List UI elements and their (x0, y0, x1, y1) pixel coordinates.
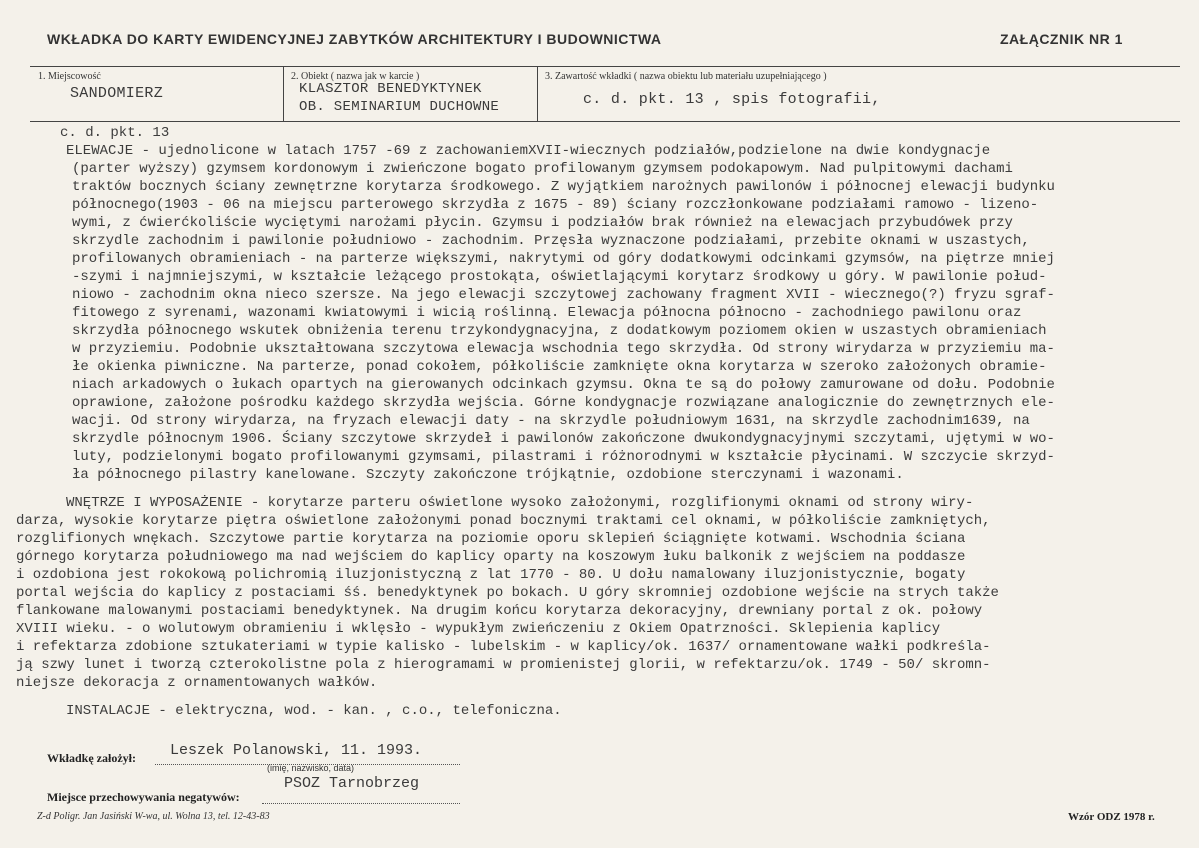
contents-label: 3. Zawartość wkładki ( nazwa obiektu lub materiału uzupełniającego ) (545, 71, 827, 82)
object-label: 2. Obiekt ( nazwa jak w karcie ) (291, 71, 420, 82)
body-line: skrzydle północnym 1906. Ściany szczytowe skrzydeł i pawilonów zakończone dwukondygnacyjnymi szczytami, ujętymi w wo- (72, 431, 1055, 447)
body-line: łe okienka piwniczne. Na parterze, ponad cokołem, półkoliście zamknięte okna korytarza w szeroko założonych obramie- (72, 359, 1047, 375)
body-line: skrzydła północnego wskutek obniżenia terenu trzykondygnacyjna, z dodatkowym poziomem okien w uszastych obramieniach (72, 323, 1047, 339)
contents-field (537, 67, 1180, 121)
printer-imprint: Z-d Poligr. Jan Jasiński W-wa, ul. Wolna 13, tel. 12-43-83 (37, 811, 270, 822)
body-line: (parter wyższy) gzymsem kordonowym i zwieńczone bogato profilowanym gzymsem podokapowym. Nad pulpitowymi dachami (72, 161, 1013, 177)
body-line: portal wejścia do kaplicy z postaciami śś. benedyktynek po bokach. U góry skromniej ozdobione wejście na strych także (16, 585, 999, 601)
body-line: oprawione, założone pośrodku każdego skrzydła wejścia. Górne kondygnacje rozwiązane analogicznie do zewnętrznych ele- (72, 395, 1055, 411)
body-line: górnego korytarza południowego ma nad wejściem do kaplicy oparty na koszowym łuku balkonik z wejściem na poddasze (16, 549, 966, 565)
body-line: WNĘTRZE I WYPOSAŻENIE - korytarze parteru oświetlone wysoko założonymi, rozglifionymi oknami od strony wiry- (66, 495, 974, 511)
storage-value: PSOZ Tarnobrzeg (284, 775, 420, 792)
body-line: ła północnego pilastry kanelowane. Szczyty zakończone trójkątnie, ozdobione sterczynami i wazonami. (72, 467, 904, 483)
form-title: WKŁADKA DO KARTY EWIDENCYJNEJ ZABYTKÓW ARCHITEKTURY I BUDOWNICTWA (47, 31, 662, 47)
form-model: Wzór ODZ 1978 r. (1068, 811, 1155, 823)
body-line: ELEWACJE - ujednolicone w latach 1757 -69 z zachowaniemXVII-wiecznych podziałów,podzielone na dwie kondygnacje (66, 143, 991, 159)
locality-field (30, 67, 284, 121)
body-line: niach arkadowych o łukach opartych na gierowanych odcinkach gzymsu. Okna te są do połowy zamurowane od dołu. Podobnie (72, 377, 1055, 393)
body-line: wacji. Od strony wirydarza, na fryzach elewacji daty - na skrzydle południowym 1631, na skrzydle zachodnim1639, na (72, 413, 1030, 429)
contents-value: c. d. pkt. 13 , spis fotografii, (583, 91, 881, 108)
locality-label: 1. Miejscowość (38, 71, 101, 82)
body-line: rozglifionych wnękach. Szczytowe partie korytarza na poziomie oporu sklepień ściągnięte kotwami. Wschodnia ściana (16, 531, 966, 547)
typed-body-text (16, 124, 1190, 720)
body-line: ją szwy lunet i tworzą czterokolistne pola z hierogramami w promienistej glorii, w refektarzu/ok. 1749 - 50/ skromn- (16, 657, 991, 673)
paragraph-gap (66, 484, 1190, 494)
body-line: luty, podzielonymi bogato profilowanymi gzymsami, pilastrami i różnorodnymi w kształcie płycinami. W szczycie skrzyd- (72, 449, 1055, 465)
body-line: XVIII wieku. - o wolutowym obramieniu i wklęsło - wypukłym zwieńczeniu z Okiem Opatrzności. Sklepienia kaplicy (16, 621, 941, 637)
body-line: północnego(1903 - 06 na miejscu parterowego skrzydła z 1675 - 89) ściany rozczłonkowane podziałami ramowo - lizeno- (72, 197, 1039, 213)
body-line: niowo - zachodnim okna nieco szersze. Na jego elewacji szczytowej zachowany fragment XVII - wiecznego(?) fryzu sgraf- (72, 287, 1055, 303)
body-line: -szymi i najmniejszymi, w kształcie leżącego prostokąta, oświetlającymi korytarz środkowy u góry. W pawilonie połud- (72, 269, 1047, 285)
body-line: w przyziemiu. Podobnie ukształtowana szczytowa elewacja wschodnia tego skrzydła. Od strony wirydarza w przyziemiu ma- (72, 341, 1055, 357)
object-value-line2: OB. SEMINARIUM DUCHOWNE (299, 99, 500, 115)
body-line: INSTALACJE - elektryczna, wod. - kan. , c.o., telefoniczna. (66, 703, 562, 719)
body-line: skrzydle zachodnim i pawilonie południowo - zachodnim. Przęsła wyznaczone podziałami, przebite oknami w uszastych, (72, 233, 1030, 249)
paragraph-gap (66, 692, 1190, 702)
object-value-line1: KLASZTOR BENEDYKTYNEK (299, 81, 482, 97)
locality-value: SANDOMIERZ (70, 85, 164, 102)
body-line: niejsze dekoracja z ornamentowanych wałków. (16, 675, 378, 691)
body-line: profilowanych obramieniach - na parterze większymi, nakrytymi od góry dodatkowymi odcinkami gzymsów, na piętrze mniej (72, 251, 1055, 267)
body-line: traktów bocznych ściany zewnętrzne korytarza środkowego. Z wyjątkiem narożnych pawilonów i północnej elewacji budynku (72, 179, 1055, 195)
object-field (283, 67, 538, 121)
annex-number: ZAŁĄCZNIK NR 1 (1000, 31, 1123, 47)
prepared-by-caption: (imię, nazwisko, data) (267, 763, 355, 773)
body-line: fitowego z syrenami, wazonami kwiatowymi i wicią roślinną. Elewacja północna północno - zachodniego pawilonu oraz (72, 305, 1022, 321)
body-line: flankowane malowanymi postaciami benedyktynek. Na drugim końcu korytarza dekoracyjny, drewniany portal z ok. połowy (16, 603, 983, 619)
body-line: darza, wysokie korytarze piętra oświetlone założonymi ponad bocznymi traktami cel oknami, w półkoliście zamkniętych, (16, 513, 991, 529)
body-line: wymi, z ćwierćkoliście wyciętymi narożami płycin. Gzymsu i podziałów brak również na elewacjach przybudówek przy (72, 215, 1013, 231)
body-line: i ozdobiona jest rokokową polichromią iluzjonistyczną z lat 1770 - 80. U dołu namalowany iluzjonistycznie, bogaty (16, 567, 966, 583)
header-fields (30, 66, 1180, 122)
body-line: i refektarza zdobione sztukateriami w typie kalisko - lubelskim - w kaplicy/ok. 1637/ ornamentowane wałki podkreśla- (16, 639, 991, 655)
body-line: c. d. pkt. 13 (60, 125, 170, 141)
storage-line (262, 803, 460, 804)
storage-label: Miejsce przechowywania negatywów: (47, 790, 240, 804)
prepared-by-label: Wkładkę założył: (47, 751, 136, 765)
prepared-by-value: Leszek Polanowski, 11. 1993. (170, 742, 423, 759)
